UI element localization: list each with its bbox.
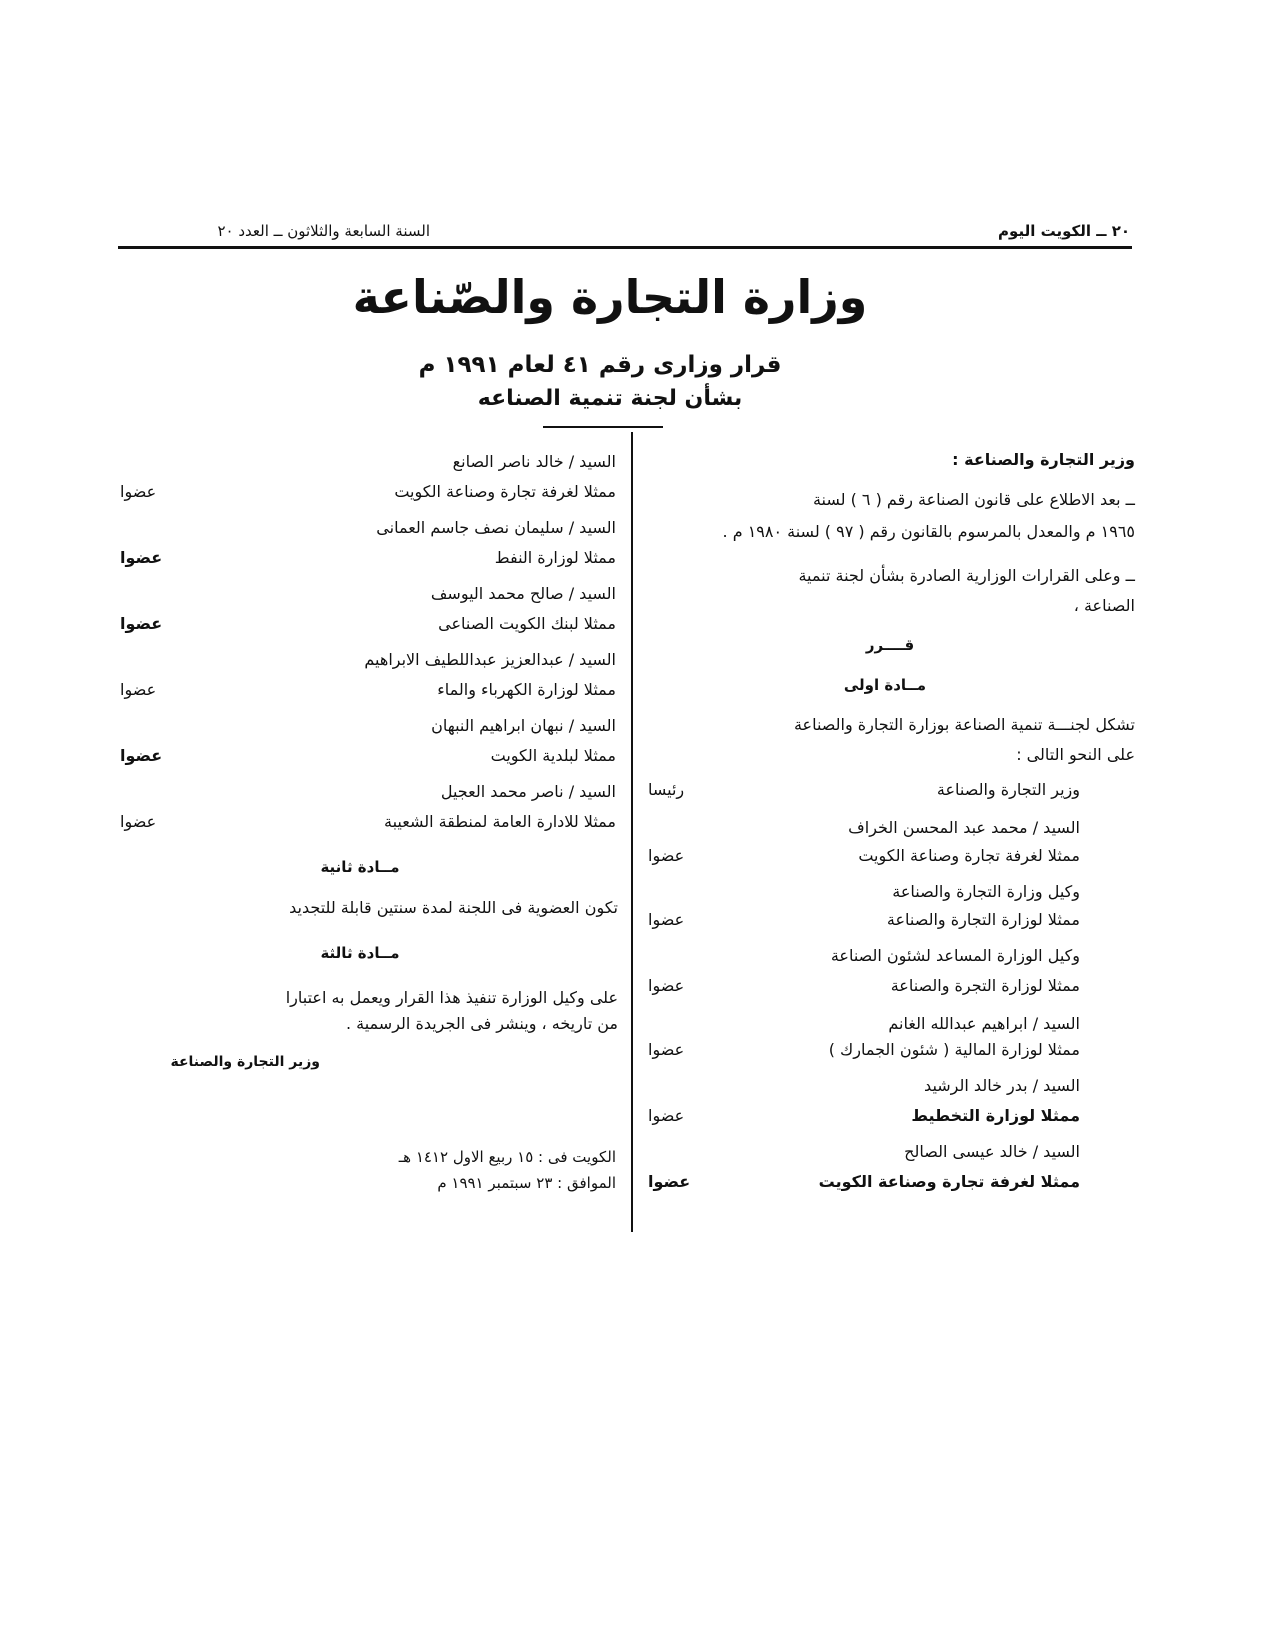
minister-signature: وزير التجارة والصناعة [170,1054,320,1070]
member-rep: ممثلا لبنك الكويت الصناعى [438,614,616,633]
member-name: وكيل وزارة التجارة والصناعة [892,882,1080,901]
member-rep: ممثلا لوزارة التجرة والصناعة [890,976,1080,995]
member-role: عضوا [120,746,163,765]
member-name: السيد / عبدالعزيز عبداللطيف الابراهيم [364,650,616,669]
member-role: عضوا [648,1040,685,1059]
decree-subject: بشأن لجنة تنمية الصناعه [477,386,743,411]
member-name: السيد / صالح محمد اليوسف [430,584,616,603]
member-role: عضوا [648,1106,685,1125]
member-role: عضوا [120,680,157,699]
article-2-heading: مــادة ثانية [320,858,400,876]
member-role: عضوا [120,812,157,831]
member-rep: ممثلا لوزارة التجارة والصناعة [886,910,1080,929]
member-role: عضوا [648,1172,691,1191]
member-name: السيد / ابراهيم عبدالله الغانم [888,1014,1080,1033]
member-name: السيد / خالد عيسى الصالح [904,1142,1080,1161]
member-name: السيد / ناصر محمد العجيل [440,782,616,801]
member-role: عضوا [120,614,163,633]
member-rep: ممثلا لغرفة تجارة وصناعة الكويت [394,482,616,501]
member-role: عضوا [648,910,685,929]
preamble-1-line-2: ١٩٦٥ م والمعدل بالمرسوم بالقانون رقم ( ٩٧ ) لسنة ١٩٨٠ م . [722,522,1135,541]
member-role: عضوا [120,482,157,501]
article-3-line-2: من تاريخه ، وينشر فى الجريدة الرسمية . [345,1014,618,1033]
header-rule [118,246,1132,249]
page-header-paper: ٢٠ ــ الكويت اليوم [998,222,1130,240]
member-rep: ممثلا لوزارة المالية ( شئون الجمارك ) [828,1040,1080,1059]
member-role: عضوا [120,548,163,567]
member-chair: وزير التجارة والصناعة [936,780,1080,799]
preamble-2-line-1: ــ وعلى القرارات الوزارية الصادرة بشأن لجنة تنمية [798,566,1135,585]
date-hijri: الكويت فى : ١٥ ربيع الاول ١٤١٢ هـ [398,1148,616,1166]
article-1-line-1: تشكل لجنـــة تنمية الصناعة بوزارة التجارة والصناعة [793,715,1135,734]
decided-heading: قــــرر [865,636,915,654]
date-gregorian: الموافق : ٢٣ سبتمبر ١٩٩١ م [437,1174,616,1192]
article-1-heading: مــادة اولى [843,676,927,694]
decree-title: قرار وزارى رقم ٤١ لعام ١٩٩١ م [418,352,782,378]
title-rule [543,426,663,428]
member-role: عضوا [648,976,685,995]
member-name: السيد / نبهان ابراهيم النبهان [431,716,616,735]
page-header-issue: السنة السابعة والثلاثون ــ العدد ٢٠ [217,222,430,240]
member-rep: ممثلا للادارة العامة لمنطقة الشعيبة [384,812,616,831]
article-1-line-2: على النحو التالى : [1016,745,1135,764]
minister-heading: وزير التجارة والصناعة : [952,450,1135,469]
preamble-2-line-2: الصناعة ، [1073,596,1135,615]
member-rep: ممثلا لوزارة النفط [494,548,616,567]
member-name: السيد / سليمان نصف جاسم العمانى [376,518,616,537]
preamble-1-line-1: ــ بعد الاطلاع على قانون الصناعة رقم ( ٦ ) لسنة [812,490,1135,509]
article-2-text: تكون العضوية فى اللجنة لمدة سنتين قابلة للتجديد [289,898,618,917]
member-name: السيد / خالد ناصر الصانع [452,452,616,471]
article-3-line-1: على وكيل الوزارة تنفيذ هذا القرار ويعمل به اعتبارا [285,988,618,1007]
member-role: عضوا [648,846,685,865]
member-rep: ممثلا لغرفة تجارة وصناعة الكويت [858,846,1080,865]
member-rep: ممثلا لوزارة الكهرباء والماء [437,680,616,699]
member-rep: ممثلا لوزارة التخطيط [911,1106,1080,1125]
member-name: السيد / محمد عبد المحسن الخراف [848,818,1080,837]
article-3-heading: مــادة ثالثة [320,944,400,962]
member-rep: ممثلا لبلدية الكويت [490,746,616,765]
member-rep: ممثلا لغرفة تجارة وصناعة الكويت [818,1172,1080,1191]
member-name: وكيل الوزارة المساعد لشئون الصناعة [830,946,1080,965]
column-divider [631,432,633,1232]
ministry-title: وزارة التجارة والصّناعة [352,270,868,324]
member-role: رئيسا [648,780,685,799]
member-name: السيد / بدر خالد الرشيد [924,1076,1080,1095]
